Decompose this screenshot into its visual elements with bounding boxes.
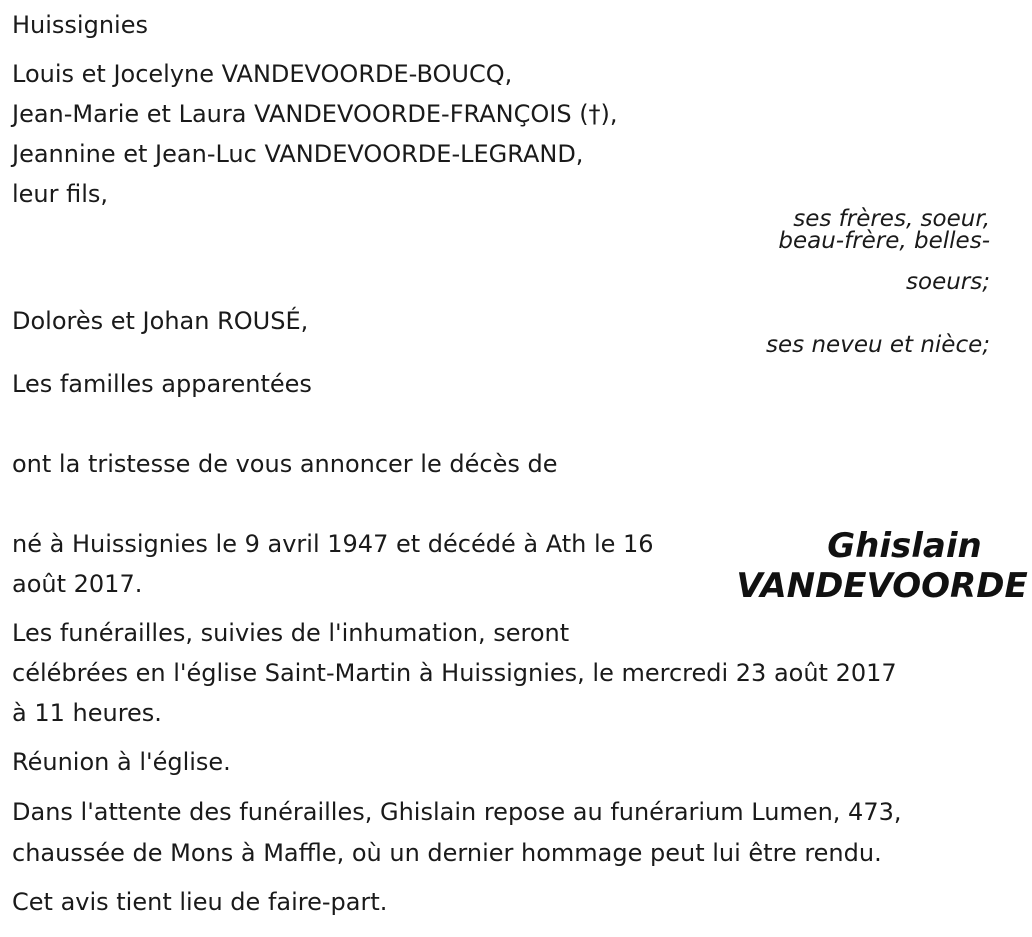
relation-nephew-niece: ses neveu et nièce; (766, 332, 990, 358)
location-heading: Huissignies (12, 11, 148, 39)
relatives: Les familles apparentées (12, 370, 312, 398)
announcement: ont la tristesse de vous annoncer le décès de (12, 450, 558, 478)
birth-death-line2: août 2017. (12, 570, 143, 598)
closing-note: Cet avis tient lieu de faire-part. (12, 888, 388, 916)
family-sibling-2: Jeannine et Jean-Luc VANDEVOORDE-LEGRAND, (12, 140, 584, 168)
nephew-niece: Dolorès et Johan ROUSÉ, (12, 307, 309, 335)
family-sibling-1: Jean-Marie et Laura VANDEVOORDE-FRANÇOIS (†), (12, 100, 618, 128)
deceased-last-name: VANDEVOORDE (736, 566, 1028, 606)
deceased-first-name: Ghislain (827, 526, 982, 566)
relation-son: leur fils, (12, 180, 109, 208)
deceased-name (732, 526, 1032, 606)
birth-death-line1: né à Huissignies le 9 avril 1947 et décédé à Ath le 16 (12, 530, 654, 558)
funeral-line1: Les funérailles, suivies de l'inhumation, seront (12, 619, 570, 647)
funeral-line3: à 11 heures. (12, 699, 162, 727)
relation-siblings-line3: soeurs; (906, 269, 990, 295)
wake-line1: Dans l'attente des funérailles, Ghislain repose au funérarium Lumen, 473, (12, 798, 902, 826)
meeting-place: Réunion à l'église. (12, 748, 231, 776)
relation-siblings-line1: ses frères, soeur, (793, 206, 990, 232)
relation-siblings-line2: beau-frère, belles- (778, 228, 990, 254)
wake-line2: chaussée de Mons à Maffle, où un dernier hommage peut lui être rendu. (12, 839, 882, 867)
funeral-line2: célébrées en l'église Saint-Martin à Huissignies, le mercredi 23 août 2017 (12, 659, 897, 687)
family-parents: Louis et Jocelyne VANDEVOORDE-BOUCQ, (12, 60, 513, 88)
